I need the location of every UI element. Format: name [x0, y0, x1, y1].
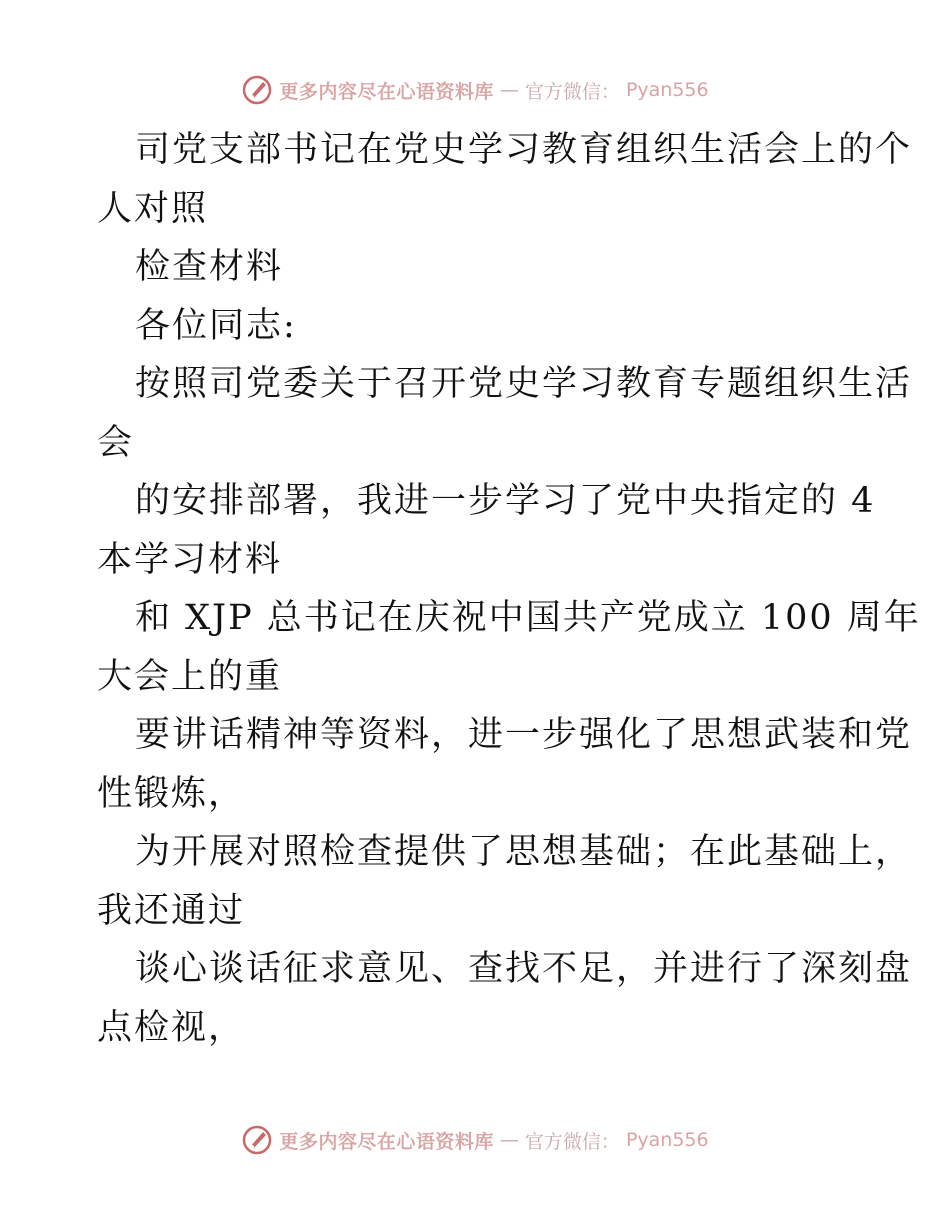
- text-line: 会: [97, 422, 135, 463]
- text-line: 按照司党委关于召开党史学习教育专题组织生活: [135, 364, 913, 404]
- text-line: 和 XJP 总书记在庆祝中国共产党成立 100 周年: [135, 598, 921, 638]
- pen-logo-icon: [241, 1124, 273, 1156]
- text-line: 的安排部署，我进一步学习了党中央指定的 4: [135, 481, 876, 521]
- watermark-separator: —: [499, 79, 519, 101]
- text-line: 人对照: [97, 188, 209, 229]
- text-line: 司党支部书记在党史学习教育组织生活会上的个: [135, 130, 913, 170]
- text-line: 为开展对照检查提供了思想基础；在此基础上，: [135, 832, 913, 872]
- watermark-wechat-id: Pyan556: [625, 79, 709, 101]
- text-line: 各位同志:: [135, 305, 297, 346]
- watermark-separator: —: [499, 1129, 519, 1151]
- watermark-wechat-id: Pyan556: [625, 1129, 709, 1151]
- text-line: 要讲话精神等资料，进一步强化了思想武装和党: [135, 715, 913, 755]
- footer-watermark: [0, 1120, 950, 1160]
- text-line: 谈心谈话征求意见、查找不足，并进行了深刻盘: [135, 949, 913, 989]
- header-watermark: [0, 70, 950, 110]
- watermark-brand: 更多内容尽在心语资料库: [279, 80, 494, 103]
- text-line: 点检视，: [97, 1007, 246, 1048]
- watermark-brand: 更多内容尽在心语资料库: [279, 1130, 494, 1153]
- text-line: 我还通过: [97, 890, 246, 931]
- text-line: 性锻炼，: [97, 773, 246, 814]
- watermark-official-label: 官方微信：: [524, 80, 620, 103]
- text-line: 大会上的重: [97, 656, 283, 697]
- text-line: 本学习材料: [97, 539, 283, 580]
- watermark-official-label: 官方微信：: [524, 1130, 620, 1153]
- pen-logo-icon: [241, 74, 273, 106]
- document-body: [97, 121, 921, 1057]
- text-line: 检查材料: [135, 247, 284, 287]
